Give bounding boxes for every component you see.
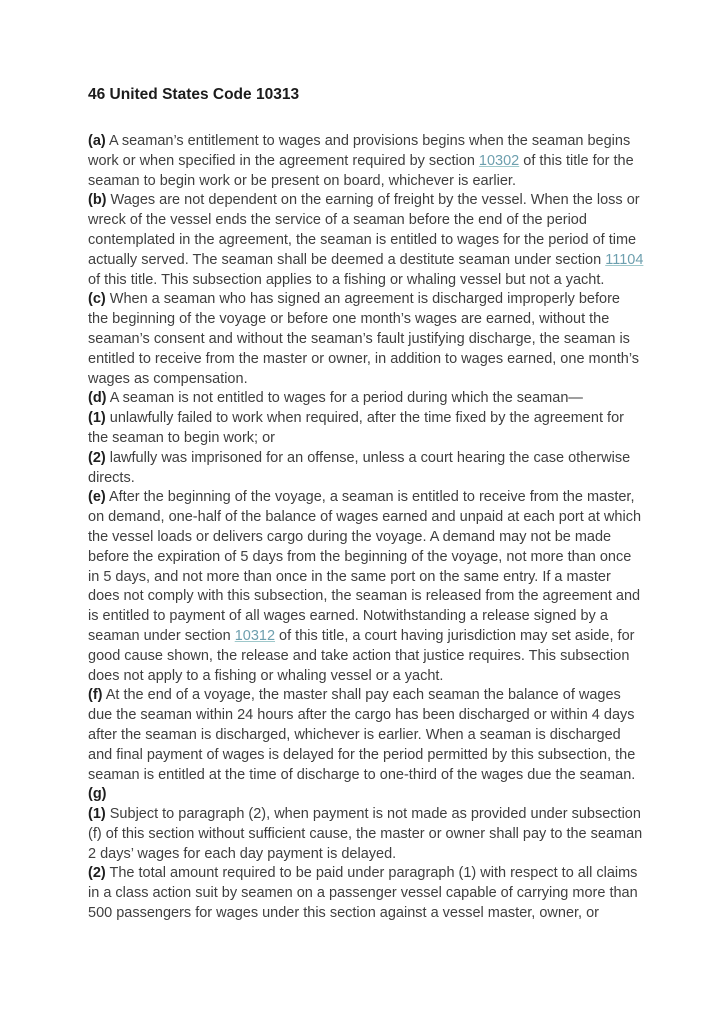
section-link-11104[interactable]: 11104 (605, 251, 644, 268)
paragraph-f (88, 686, 644, 785)
paragraph-e (88, 488, 644, 686)
subsection-label-b: (b) (88, 192, 107, 209)
paragraph-b (88, 191, 644, 290)
paragraph-text: A seaman is not entitled to wages for a period during which the seaman— (106, 390, 583, 407)
section-link-10312[interactable]: 10312 (234, 627, 276, 644)
paragraph-text: After the beginning of the voyage, a seaman is entitled to receive from the master, on demand, one-half of the balance of wages earned and unpaid at each port at which the vessel loads or delivers cargo during the voyage. A demand may not be made before the expiration of 5 days from the beginning of the voyage, not more than once in 5 days, and not more than once in the same port on the same entry. If a master does not comply with this subsection, the seaman is released from the agreement and is entitled to payment of all wages earned. Notwithstanding a release signed by a seaman under section (88, 489, 642, 644)
subsection-label-d: (d) (88, 390, 107, 407)
paragraph-text: The total amount required to be paid under paragraph (1) with respect to all claims in a class action suit by seamen on a passenger vessel capable of carrying more than 500 passengers for wages under this section against a vessel master, owner, or (88, 865, 638, 922)
clause-label-g2: (2) (88, 865, 106, 882)
paragraph-g2 (88, 864, 644, 923)
paragraph-d (88, 389, 644, 409)
document-title: 46 United States Code 10313 (88, 86, 300, 103)
paragraph-text: unlawfully failed to work when required, after the time fixed by the agreement for the seaman to begin work; or (88, 410, 624, 446)
section-link-10302[interactable]: 10302 (478, 152, 520, 169)
clause-label-d2: (2) (88, 449, 106, 466)
paragraph-text: At the end of a voyage, the master shall pay each seaman the balance of wages due the seaman within 24 hours after the cargo has been discharged or within 4 days after the seaman is discharged, whichever is earlier. When a seaman is discharged and final payment of wages is delayed for the period permitted by this subsection, the seaman is entitled at the time of discharge to one-third of the wages due the seaman. (88, 687, 636, 783)
clause-label-g1: (1) (88, 806, 106, 823)
paragraph-a (88, 132, 644, 191)
paragraph-text: of this title, a court having jurisdiction may set aside, for good cause shown, the release and take action that justice requires. This subsection does not apply to a fishing or whaling vessel or a yacht. (88, 627, 635, 684)
paragraph-g1 (88, 805, 644, 864)
document-content (88, 85, 644, 924)
paragraph-text: of this title for the seaman to begin work or be present on board, whichever is earlier. (88, 152, 634, 189)
paragraph-text: When a seaman who has signed an agreement is discharged improperly before the beginning of the voyage or before one month’s wages are earned, without the seaman’s consent and without the seaman’s fault justifying discharge, the seaman is entitled to receive from the master or owner, in addition to wages earned, one month’s wages as compensation. (88, 291, 640, 387)
paragraph-text: of this title. This subsection applies to a fishing or whaling vessel but not a yacht. (88, 271, 605, 288)
paragraph-text: Subject to paragraph (2), when payment is not made as provided under subsection (f) of this section without sufficient cause, the master or owner shall pay to the seaman 2 days’ wages for each day payment is delayed. (88, 806, 643, 862)
paragraph-c (88, 290, 644, 389)
subsection-label-c: (c) (88, 291, 106, 308)
paragraph-text: lawfully was imprisoned for an offense, unless a court hearing the case otherwise directs. (88, 449, 631, 486)
subsection-label-f: (f) (88, 687, 103, 704)
paragraph-d1 (88, 409, 644, 449)
paragraph-g (88, 785, 644, 805)
subsection-label-g: (g) (88, 786, 107, 803)
subsection-label-e: (e) (88, 489, 106, 506)
subsection-label-a: (a) (88, 133, 106, 149)
paragraph-text: A seaman’s entitlement to wages and provisions begins when the seaman begins work or when specified in the agreement required by section (88, 133, 631, 169)
clause-label-d1: (1) (88, 410, 106, 427)
paragraph-d2 (88, 449, 644, 489)
paragraph-text: Wages are not dependent on the earning of freight by the vessel. When the loss or wreck of the vessel ends the service of a seaman before the end of the period contemplated in the agreement, the seaman is entitled to wages for the period of time actually served. The seaman shall be deemed a destitute seaman under section (88, 192, 640, 268)
